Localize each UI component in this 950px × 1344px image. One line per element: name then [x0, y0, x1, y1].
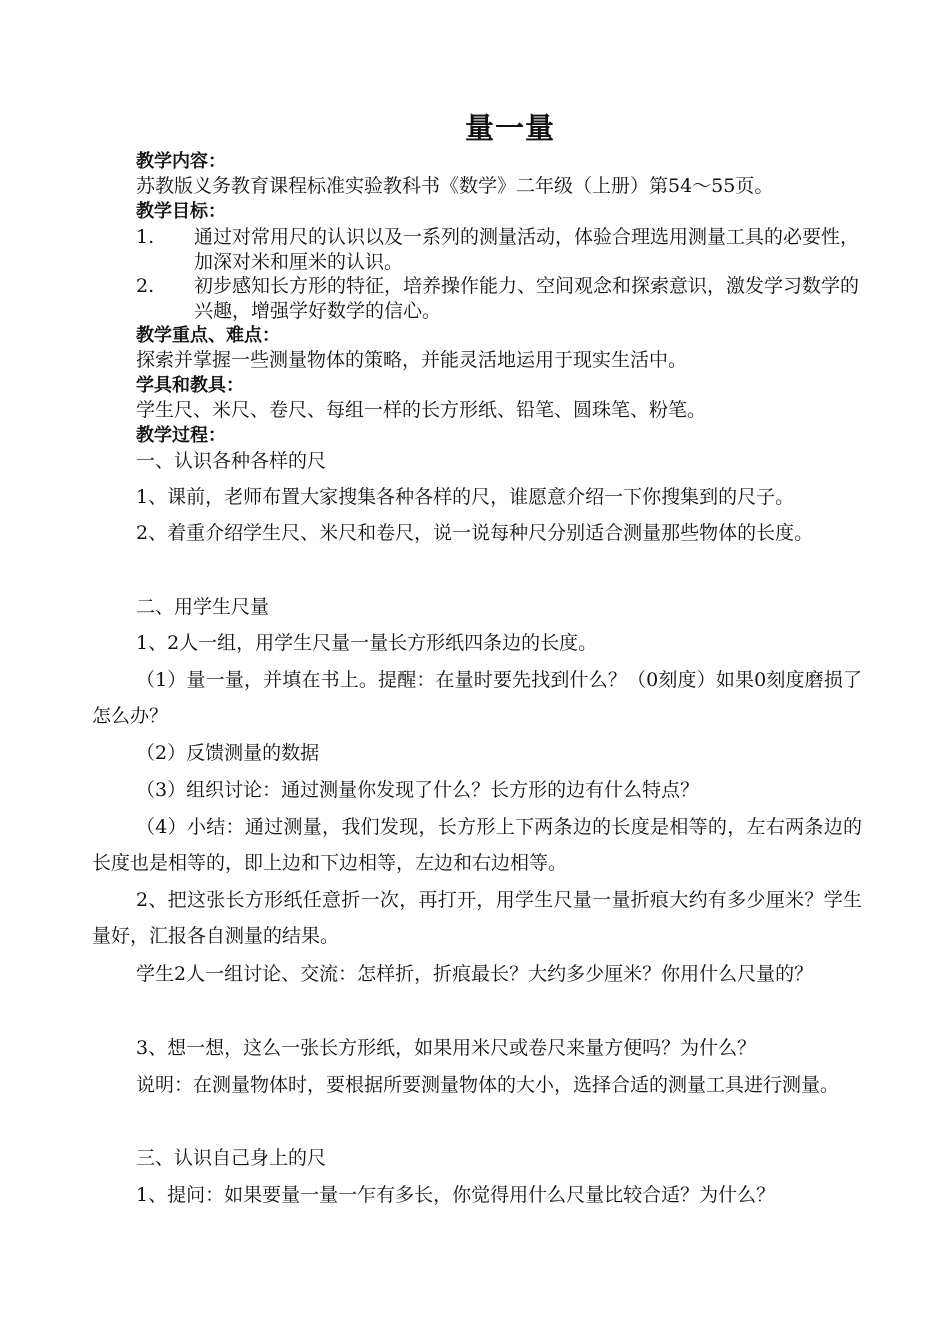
process-heading: 教学过程：	[136, 425, 226, 446]
paragraph: 二、用学生尺量	[136, 596, 270, 618]
content-text: 苏教版义务教育课程标准实验教科书《数学》二年级（上册）第54～55页。	[136, 175, 774, 197]
paragraph: 学生2人一组讨论、交流：怎样折，折痕最长？大约多少厘米？你用什么尺量的？	[136, 963, 814, 985]
paragraph: 1、课前，老师布置大家搜集各种各样的尺，谁愿意介绍一下你搜集到的尺子。	[136, 486, 795, 508]
paragraph: 2、把这张长方形纸任意折一次，再打开，用学生尺量一量折痕大约有多少厘米？学生量好，汇报各自测量的结果。	[92, 889, 862, 947]
paragraph: 说明：在测量物体时，要根据所要测量物体的大小，选择合适的测量工具进行测量。	[136, 1074, 840, 1096]
key-points-text: 探索并掌握一些测量物体的策略，并能灵活地运用于现实生活中。	[136, 349, 688, 371]
paragraph: 三、认识自己身上的尺	[136, 1147, 327, 1169]
tools-text: 学生尺、米尺、卷尺、每组一样的长方形纸、铅笔、圆珠笔、粉笔。	[136, 399, 707, 421]
paragraph: 3、想一想，这么一张长方形纸，如果用米尺或卷尺来量方便吗？为什么？	[136, 1037, 757, 1059]
paragraph: （1）量一量，并填在书上。提醒：在量时要先找到什么？（0刻度）如果0刻度磨损了怎么办？	[92, 669, 862, 727]
document-title: 量一量	[464, 111, 555, 145]
tools-heading: 学具和教具：	[136, 375, 244, 396]
objectives-heading: 教学目标：	[136, 201, 226, 222]
paragraph: （2）反馈测量的数据	[136, 742, 320, 764]
paragraph: 2、着重介绍学生尺、米尺和卷尺，说一说每种尺分别适合测量那些物体的长度。	[136, 522, 814, 544]
content-heading: 教学内容：	[136, 151, 226, 172]
objective-text: 通过对常用尺的认识以及一系列的测量活动，体验合理选用测量工具的必要性，加深对米和厘米的认识。	[194, 226, 860, 273]
objective-text: 初步感知长方形的特征，培养操作能力、空间观念和探索意识，激发学习数学的兴趣，增强学好数学的信心。	[194, 275, 860, 322]
paragraph: （4）小结：通过测量，我们发现，长方形上下两条边的长度是相等的，左右两条边的长度也是相等的，即上边和下边相等，左边和右边相等。	[92, 816, 862, 874]
objective-number: 2.	[136, 275, 155, 297]
paragraph: 一、认识各种各样的尺	[136, 450, 327, 472]
objective-number: 1.	[136, 226, 155, 248]
paragraph: （3）组织讨论：通过测量你发现了什么？长方形的边有什么特点？	[136, 779, 700, 801]
paragraph: 1、2人一组，用学生尺量一量长方形纸四条边的长度。	[136, 632, 598, 654]
key-points-heading: 教学重点、难点：	[136, 325, 280, 346]
paragraph: 1、提问：如果要量一量一乍有多长，你觉得用什么尺量比较合适？为什么？	[136, 1184, 776, 1206]
